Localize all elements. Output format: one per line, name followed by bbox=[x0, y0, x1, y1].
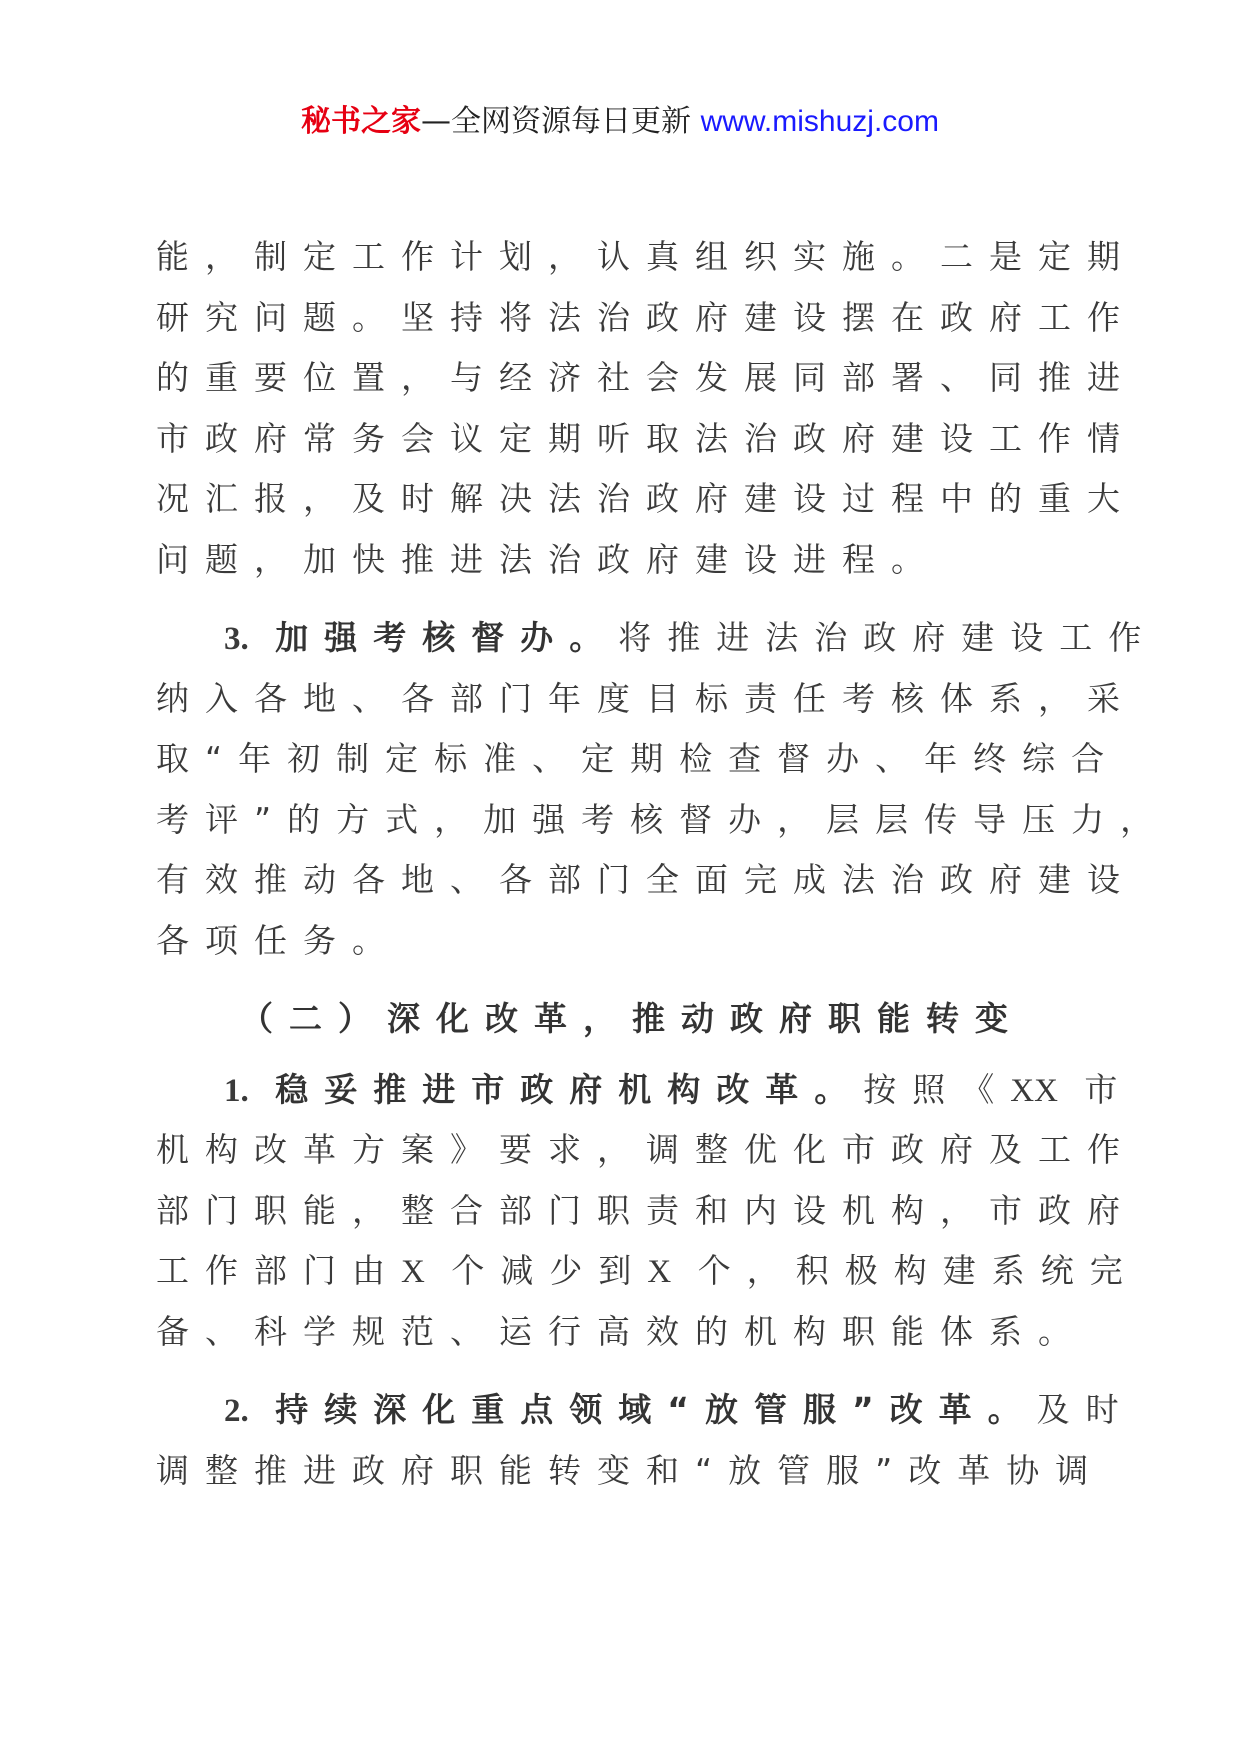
item-text-latin: X bbox=[647, 1254, 672, 1290]
text-line: 能，制定工作计划，认真组织实施。二是定期 bbox=[156, 237, 1136, 276]
item-title: 稳妥推进市政府机构改革。 bbox=[275, 1069, 864, 1109]
paragraph-2 bbox=[156, 608, 1170, 971]
text-line: 问题，加快推进法治政府建设进程。 bbox=[156, 539, 940, 579]
site-brand: 秘书之家 bbox=[301, 104, 422, 139]
item-text: 个减少到 bbox=[451, 1251, 648, 1290]
text-line: 有效推动各地、各部门全面完成法治政府建设 bbox=[156, 860, 1136, 899]
text-line bbox=[156, 1241, 1139, 1302]
text-line: 各项任务。 bbox=[156, 920, 401, 960]
item-text: 将推进法治政府建设工作 bbox=[618, 618, 1158, 657]
paragraph-1 bbox=[156, 227, 1136, 590]
text-line bbox=[156, 608, 1158, 669]
item-text: 市 bbox=[1084, 1069, 1134, 1109]
item-text: 工作部门由 bbox=[156, 1251, 401, 1290]
paragraph-4 bbox=[156, 1380, 1135, 1501]
text-line: 机构改革方案》要求，调整优化市政府及工作 bbox=[156, 1130, 1136, 1169]
document-body bbox=[156, 227, 1170, 1501]
site-header bbox=[0, 102, 1240, 142]
item-text-latin: X bbox=[401, 1254, 425, 1290]
text-line: 调整推进政府职能转变和“放管服”改革协调 bbox=[156, 1450, 1105, 1490]
text-line: 研究问题。坚持将法治政府建设摆在政府工作 bbox=[156, 297, 1136, 337]
text-line: 的重要位置，与经济社会发展同部署、同推进 bbox=[156, 358, 1136, 397]
text-line: 市政府常务会议定期听取法治政府建设工作情 bbox=[156, 418, 1136, 458]
item-text: 个，积极构建系统完 bbox=[697, 1251, 1139, 1290]
text-line: 考评”的方式，加强考核督办，层层传导压力， bbox=[156, 799, 1170, 839]
site-tagline: —全网资源每日更新 bbox=[421, 104, 701, 139]
text-line bbox=[156, 1060, 1134, 1121]
section-heading: （二）深化改革，推动政府职能转变 bbox=[240, 999, 1024, 1038]
text-line: 取“年初制定标准、定期检查督办、年终综合 bbox=[156, 739, 1121, 778]
item-text: 按照《 bbox=[863, 1069, 1011, 1109]
item-title: 持续深化重点领域“放管服”改革。 bbox=[275, 1390, 1037, 1429]
item-number: 3. bbox=[224, 621, 249, 657]
site-url-link[interactable]: www.mishuzj.com bbox=[700, 105, 939, 138]
item-text-latin: XX bbox=[1010, 1072, 1058, 1109]
text-line: 纳入各地、各部门年度目标责任考核体系，采 bbox=[156, 678, 1136, 718]
text-line: 备、科学规范、运行高效的机构职能体系。 bbox=[156, 1311, 1087, 1351]
item-title: 加强考核督办。 bbox=[275, 618, 619, 657]
text-line: 部门职能，整合部门职责和内设机构，市政府 bbox=[156, 1190, 1136, 1230]
paragraph-3 bbox=[156, 1060, 1139, 1363]
text-line: 况汇报，及时解决法治政府建设过程中的重大 bbox=[156, 479, 1136, 518]
text-line bbox=[156, 1380, 1135, 1441]
item-number: 2. bbox=[224, 1393, 249, 1429]
item-text: 及时 bbox=[1036, 1390, 1135, 1429]
item-number: 1. bbox=[224, 1072, 249, 1109]
